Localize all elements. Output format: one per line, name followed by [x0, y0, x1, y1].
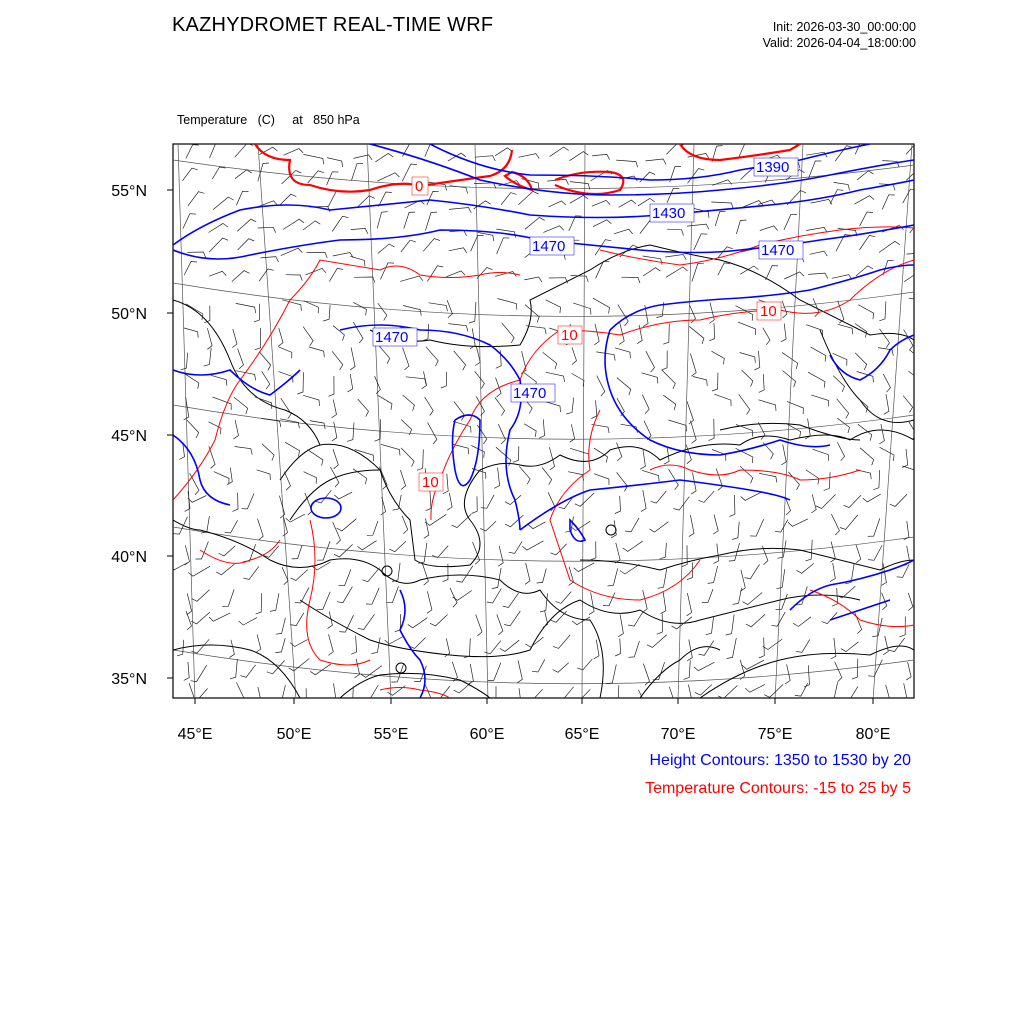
temperature-label: 10 — [760, 303, 777, 320]
height-label: 1430 — [652, 205, 686, 222]
lat-label: 35°N — [111, 671, 147, 688]
longitude-labels — [178, 726, 891, 743]
lon-label: 60°E — [469, 726, 505, 743]
temperature-label: 10 — [561, 327, 578, 344]
lon-label: 45°E — [177, 726, 213, 743]
height-label: 1470 — [532, 238, 566, 255]
lat-label: 55°N — [111, 183, 147, 200]
height-label: 1470 — [513, 385, 547, 402]
lon-label: 50°E — [276, 726, 312, 743]
lat-label: 45°N — [111, 428, 147, 445]
map-title: KAZHYDROMET REAL-TIME WRF — [172, 14, 494, 36]
lon-label: 55°E — [373, 726, 409, 743]
latitude-labels — [111, 183, 147, 688]
lon-label: 75°E — [757, 726, 793, 743]
height-label: 1390 — [756, 159, 790, 176]
init-time: Init: 2026-03-30_00:00:00 — [772, 20, 916, 34]
lat-label: 50°N — [111, 306, 147, 323]
lon-label: 65°E — [564, 726, 600, 743]
lon-label: 80°E — [855, 726, 891, 743]
lon-label: 70°E — [660, 726, 696, 743]
height-legend: Height Contours: 1350 to 1530 by 20 — [649, 752, 911, 769]
lat-label: 40°N — [111, 549, 147, 566]
temperature-label: 10 — [422, 474, 439, 491]
height-label: 1470 — [761, 242, 795, 259]
height-label: 1470 — [375, 329, 409, 346]
valid-time: Valid: 2026-04-04_18:00:00 — [762, 36, 916, 50]
temperature-legend: Temperature Contours: -15 to 25 by 5 — [645, 780, 911, 797]
field-temperature: Temperature (C) at 850 hPa — [177, 113, 360, 127]
temperature-label: 0 — [415, 178, 424, 195]
